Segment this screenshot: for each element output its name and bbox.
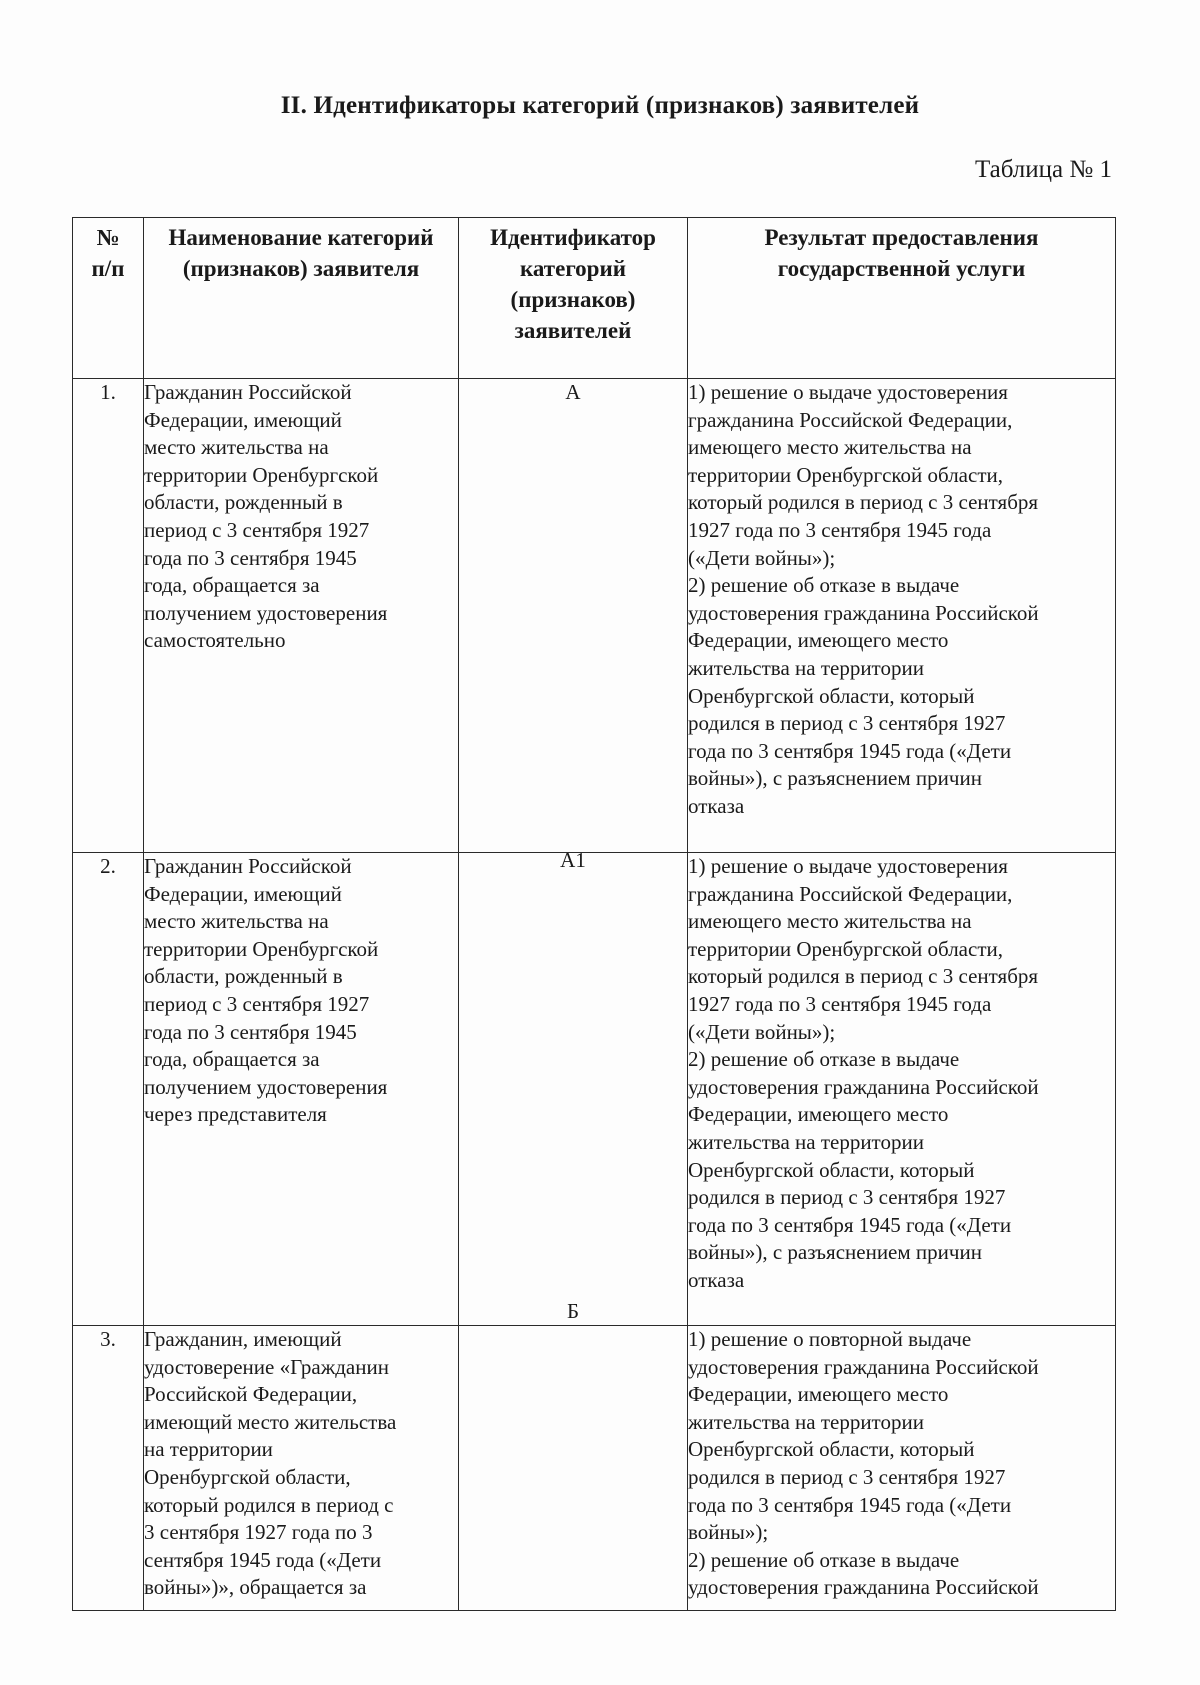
row-number: 3. — [73, 1326, 144, 1611]
row-result: 1) решение о повторной выдаче удостоверения гражданина Российской Федерации, имеющего место жительства на территории Оренбургской области, который родился в период с 3 сентября 1927 года по 3 сентября 1945 года («Дети войны»); 2) решение об отказе в выдаче удостоверения гражданина Российской — [688, 1326, 1116, 1611]
row-category: Гражданин Российской Федерации, имеющий место жительства на территории Оренбургской области, рожденный в период с 3 сентября 1927 года по 3 сентября 1945 года, обращается за получением удостоверения самостоятельно — [144, 379, 459, 853]
applicant-categories-table — [72, 217, 1116, 1611]
table-row — [73, 853, 1116, 1326]
row-identifier: А — [459, 379, 688, 853]
table-row — [73, 1326, 1116, 1611]
table-label: Таблица № 1 — [974, 156, 1112, 183]
row-identifier: А1 — [459, 853, 688, 1326]
header-category: Наименование категорий (признаков) заявителя — [144, 218, 459, 379]
row-category: Гражданин Российской Федерации, имеющий место жительства на территории Оренбургской области, рожденный в период с 3 сентября 1927 года по 3 сентября 1945 года, обращается за получением удостоверения через представителя — [144, 853, 459, 1326]
table-row — [73, 379, 1116, 853]
header-result: Результат предоставления государственной услуги — [688, 218, 1116, 379]
row-category: Гражданин, имеющий удостоверение «Гражданин Российской Федерации, имеющий место жительства на территории Оренбургской области, который родился в период с 3 сентября 1927 года по 3 сентября 1945 года («Дети войны»)», обращается за — [144, 1326, 459, 1611]
row-result: 1) решение о выдаче удостоверения гражданина Российской Федерации, имеющего место жительства на территории Оренбургской области, который родился в период с 3 сентября 1927 года по 3 сентября 1945 года («Дети войны»); 2) решение об отказе в выдаче удостоверения гражданина Российской Федерации, имеющего место жительства на территории Оренбургской области, который родился в период с 3 сентября 1927 года по 3 сентября 1945 года («Дети войны»), с разъяснением причин отказа — [688, 853, 1116, 1326]
section-title: II. Идентификаторы категорий (признаков) заявителей — [280, 92, 920, 119]
row-number: 2. — [73, 853, 144, 1326]
table-header-row — [73, 218, 1116, 379]
header-identifier: Идентификатор категорий (признаков) заявителей — [459, 218, 688, 379]
row-identifier: Б — [459, 1326, 688, 1611]
header-num: № п/п — [73, 218, 144, 379]
row-number: 1. — [73, 379, 144, 853]
row-result: 1) решение о выдаче удостоверения гражданина Российской Федерации, имеющего место жительства на территории Оренбургской области, который родился в период с 3 сентября 1927 года по 3 сентября 1945 года («Дети войны»); 2) решение об отказе в выдаче удостоверения гражданина Российской Федерации, имеющего место жительства на территории Оренбургской области, который родился в период с 3 сентября 1927 года по 3 сентября 1945 года («Дети войны»), с разъяснением причин отказа — [688, 379, 1116, 853]
